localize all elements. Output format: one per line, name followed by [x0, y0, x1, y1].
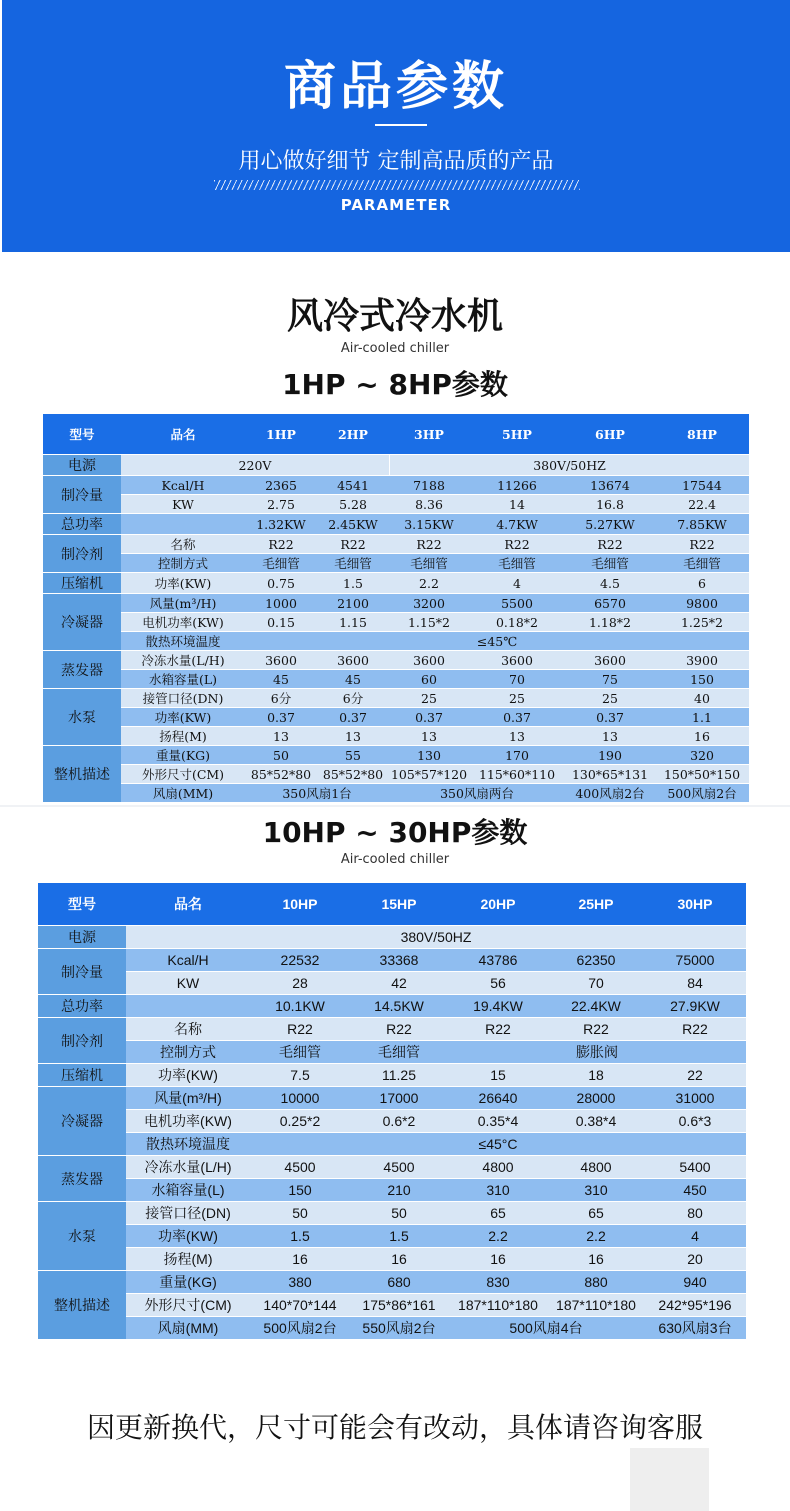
table-header-row: [38, 883, 746, 925]
table-row: [38, 1248, 746, 1270]
table-cell: 242*95*196: [644, 1294, 746, 1316]
table-cell: 85*52*80: [245, 765, 317, 783]
table-cell: 4800: [548, 1156, 644, 1178]
item-label: 控制方式: [126, 1041, 250, 1063]
table-cell: 210: [350, 1179, 448, 1201]
header-cell: 25HP: [548, 883, 644, 925]
header-cell: 8HP: [655, 414, 749, 454]
table-cell: 0.37: [565, 708, 655, 726]
table-cell: 27.9KW: [644, 995, 746, 1017]
section1-title: 风冷式冷水机: [286, 296, 503, 337]
table-cell: 940: [644, 1271, 746, 1293]
table-row: [38, 1133, 746, 1155]
spec-table-10hp-30hp: [38, 882, 746, 1340]
table-cell: 22532: [250, 949, 350, 971]
table-cell: 75: [565, 670, 655, 688]
header-cell: 1HP: [245, 414, 317, 454]
group-label: 压缩机: [43, 573, 121, 593]
table-cell: 25: [469, 689, 565, 707]
table-header-row: [43, 414, 749, 454]
table-row: [38, 1294, 746, 1316]
table-cell: 0.6*2: [350, 1110, 448, 1132]
section1-subtitle-en: Air-cooled chiller: [340, 341, 450, 356]
item-label: 外形尺寸(CM): [121, 765, 245, 783]
table-cell: 5500: [469, 594, 565, 612]
item-label: 散热环境温度: [126, 1133, 250, 1155]
table-cell: 55: [317, 746, 389, 764]
table-cell: 150: [655, 670, 749, 688]
header-cell: 品名: [126, 883, 250, 925]
table-cell: 0.75: [245, 573, 317, 593]
table-cell: 4.5: [565, 573, 655, 593]
table-cell: 毛细管: [565, 554, 655, 572]
item-label: 冷冻水量(L/H): [126, 1156, 250, 1178]
table-cell: 13: [565, 727, 655, 745]
table-cell: 130*65*131: [565, 765, 655, 783]
table-cell: 3.15KW: [389, 514, 469, 534]
table-cell: 220V: [121, 455, 389, 475]
item-label: Kcal/H: [126, 949, 250, 971]
table-row: [43, 476, 749, 494]
item-label: 风扇(MM): [126, 1317, 250, 1339]
group-label: 电源: [38, 926, 126, 948]
item-label: 风扇(MM): [121, 784, 245, 802]
group-label: 蒸发器: [43, 651, 121, 688]
table-cell: 880: [548, 1271, 644, 1293]
table-cell: 25: [389, 689, 469, 707]
table-cell: R22: [548, 1018, 644, 1040]
table-cell: 75000: [644, 949, 746, 971]
table-cell: 毛细管: [250, 1041, 350, 1063]
table-row: [43, 727, 749, 745]
section-divider: [0, 805, 790, 807]
table-cell: 0.37: [469, 708, 565, 726]
table-row: [43, 651, 749, 669]
table-cell: 22: [644, 1064, 746, 1086]
table-cell: 3600: [245, 651, 317, 669]
item-label: 名称: [126, 1018, 250, 1040]
table-cell: 14.5KW: [350, 995, 448, 1017]
table-cell: 0.37: [317, 708, 389, 726]
table-cell: 0.18*2: [469, 613, 565, 631]
table-cell: 1.5: [250, 1225, 350, 1247]
table-cell: 16: [350, 1248, 448, 1270]
table-cell: 4800: [448, 1156, 548, 1178]
table-cell: 1.18*2: [565, 613, 655, 631]
item-label: 功率(KW): [121, 708, 245, 726]
table-row: [43, 689, 749, 707]
table-cell: 16: [548, 1248, 644, 1270]
group-label: 水泵: [43, 689, 121, 745]
table-cell: 0.38*4: [548, 1110, 644, 1132]
section2-subtitle-en: Air-cooled chiller: [340, 852, 450, 867]
table-cell: 15: [448, 1064, 548, 1086]
table-cell: 175*86*161: [350, 1294, 448, 1316]
table-cell: 450: [644, 1179, 746, 1201]
section1-range-title: 1HP ~ 8HP参数: [282, 368, 508, 401]
item-label: 电机功率(KW): [121, 613, 245, 631]
table-cell: 25: [565, 689, 655, 707]
item-label: 接管口径(DN): [126, 1202, 250, 1224]
item-label: 外形尺寸(CM): [126, 1294, 250, 1316]
gray-placeholder-box: [630, 1448, 709, 1511]
table-cell: ≤45°C: [250, 1133, 746, 1155]
table-cell: R22: [250, 1018, 350, 1040]
table-cell: 65: [548, 1202, 644, 1224]
header-cell: 5HP: [469, 414, 565, 454]
table-cell: 65: [448, 1202, 548, 1224]
table-row: [43, 784, 749, 802]
table-cell: 16.8: [565, 495, 655, 513]
table-cell: 28000: [548, 1087, 644, 1109]
table-cell: 380: [250, 1271, 350, 1293]
item-label: 扬程(M): [126, 1248, 250, 1270]
table-cell: 毛细管: [655, 554, 749, 572]
spec-table-1hp-8hp: [43, 413, 749, 803]
group-label: 整机描述: [43, 746, 121, 802]
item-label: KW: [121, 495, 245, 513]
item-label: 冷冻水量(L/H): [121, 651, 245, 669]
item-label: 风量(m³/H): [126, 1087, 250, 1109]
table-cell: 150*50*150: [655, 765, 749, 783]
table-cell: 3600: [389, 651, 469, 669]
group-label: 电源: [43, 455, 121, 475]
table-row: [43, 765, 749, 783]
table-row: [43, 535, 749, 553]
table-cell: 187*110*180: [548, 1294, 644, 1316]
table-cell: 45: [245, 670, 317, 688]
header-cell: 15HP: [350, 883, 448, 925]
table-cell: 1.5: [317, 573, 389, 593]
table-cell: 380V/50HZ: [389, 455, 749, 475]
table-row: [38, 972, 746, 994]
table-row: [38, 1271, 746, 1293]
table-cell: 1000: [245, 594, 317, 612]
table-cell: 1.15: [317, 613, 389, 631]
table-cell: 43786: [448, 949, 548, 971]
item-label: 功率(KW): [121, 573, 245, 593]
item-label: KW: [126, 972, 250, 994]
table-cell: 2.45KW: [317, 514, 389, 534]
table-cell: 22.4KW: [548, 995, 644, 1017]
table-cell: 3900: [655, 651, 749, 669]
table-cell: 毛细管: [245, 554, 317, 572]
item-label: 接管口径(DN): [121, 689, 245, 707]
table-cell: 6分: [245, 689, 317, 707]
table-cell: 115*60*110: [469, 765, 565, 783]
table-cell: 380V/50HZ: [126, 926, 746, 948]
header-cell: 20HP: [448, 883, 548, 925]
table-cell: 3600: [317, 651, 389, 669]
table-cell: 5.27KW: [565, 514, 655, 534]
banner-divider: [375, 124, 427, 126]
table-cell: 2.2: [389, 573, 469, 593]
group-label: 水泵: [38, 1202, 126, 1270]
table-cell: R22: [469, 535, 565, 553]
table-cell: 500风扇4台: [448, 1317, 644, 1339]
table-cell: 150: [250, 1179, 350, 1201]
table-cell: R22: [655, 535, 749, 553]
header-cell: 30HP: [644, 883, 746, 925]
table-cell: 2.2: [548, 1225, 644, 1247]
table-cell: R22: [565, 535, 655, 553]
table-row: [43, 514, 749, 534]
table-cell: 4: [469, 573, 565, 593]
table-row: [38, 1110, 746, 1132]
table-cell: 140*70*144: [250, 1294, 350, 1316]
table-cell: 26640: [448, 1087, 548, 1109]
group-label: 冷凝器: [38, 1087, 126, 1155]
item-label: [126, 995, 250, 1017]
table-cell: 2365: [245, 476, 317, 494]
item-label: 风量(m³/H): [121, 594, 245, 612]
table-cell: 170: [469, 746, 565, 764]
table-cell: R22: [448, 1018, 548, 1040]
header-cell: 6HP: [565, 414, 655, 454]
table-cell: 40: [655, 689, 749, 707]
table-cell: 1.5: [350, 1225, 448, 1247]
table-cell: 0.15: [245, 613, 317, 631]
group-label: 制冷量: [38, 949, 126, 994]
item-label: 重量(KG): [126, 1271, 250, 1293]
section2-range-title: 10HP ~ 30HP参数: [262, 816, 528, 849]
group-label: 冷凝器: [43, 594, 121, 650]
header-cell: 型号: [38, 883, 126, 925]
table-cell: 13: [245, 727, 317, 745]
group-label: 总功率: [43, 514, 121, 534]
table-row: [43, 746, 749, 764]
table-cell: 毛细管: [469, 554, 565, 572]
table-cell: 16: [655, 727, 749, 745]
table-cell: 42: [350, 972, 448, 994]
table-cell: 22.4: [655, 495, 749, 513]
table-row: [43, 708, 749, 726]
group-label: 整机描述: [38, 1271, 126, 1339]
table-cell: R22: [245, 535, 317, 553]
item-label: 功率(KW): [126, 1064, 250, 1086]
table-cell: 18: [548, 1064, 644, 1086]
table-cell: 130: [389, 746, 469, 764]
table-cell: 10.1KW: [250, 995, 350, 1017]
table-cell: 400风扇2台: [565, 784, 655, 802]
group-label: 压缩机: [38, 1064, 126, 1086]
item-label: 散热环境温度: [121, 632, 245, 650]
table-row: [38, 1156, 746, 1178]
header-cell: 品名: [121, 414, 245, 454]
item-label: 重量(KG): [121, 746, 245, 764]
table-cell: 45: [317, 670, 389, 688]
group-label: 蒸发器: [38, 1156, 126, 1201]
table-cell: 630风扇3台: [644, 1317, 746, 1339]
table-cell: 毛细管: [389, 554, 469, 572]
group-label: 总功率: [38, 995, 126, 1017]
table-row: [38, 995, 746, 1017]
table-row: [43, 495, 749, 513]
table-cell: 3600: [565, 651, 655, 669]
banner-hatch-decoration: [214, 180, 580, 190]
table-cell: 4500: [350, 1156, 448, 1178]
table-cell: 2100: [317, 594, 389, 612]
item-label: 控制方式: [121, 554, 245, 572]
table-cell: R22: [317, 535, 389, 553]
table-cell: 500风扇2台: [655, 784, 749, 802]
table-cell: 33368: [350, 949, 448, 971]
table-cell: 13: [317, 727, 389, 745]
table-cell: 84: [644, 972, 746, 994]
table-cell: 2.75: [245, 495, 317, 513]
item-label: 水箱容量(L): [121, 670, 245, 688]
table-cell: 3200: [389, 594, 469, 612]
table-cell: 7.85KW: [655, 514, 749, 534]
table-row: [38, 926, 746, 948]
table-cell: 13: [389, 727, 469, 745]
table-cell: 2.2: [448, 1225, 548, 1247]
banner-subtitle: 用心做好细节 定制高品质的产品: [238, 149, 554, 174]
table-cell: 13: [469, 727, 565, 745]
table-cell: 50: [350, 1202, 448, 1224]
table-row: [38, 1064, 746, 1086]
table-cell: 350风扇1台: [245, 784, 389, 802]
table-cell: 3600: [469, 651, 565, 669]
table-cell: 320: [655, 746, 749, 764]
table-cell: 70: [548, 972, 644, 994]
table-row: [38, 1179, 746, 1201]
table-cell: 17544: [655, 476, 749, 494]
table-cell: R22: [644, 1018, 746, 1040]
table-cell: 550风扇2台: [350, 1317, 448, 1339]
banner-english-label: PARAMETER: [340, 196, 452, 214]
table-cell: 毛细管: [350, 1041, 448, 1063]
table-cell: 4: [644, 1225, 746, 1247]
item-label: [121, 514, 245, 534]
table-cell: 5.28: [317, 495, 389, 513]
header-cell: 2HP: [317, 414, 389, 454]
header-cell: 3HP: [389, 414, 469, 454]
table-cell: 0.35*4: [448, 1110, 548, 1132]
table-cell: 毛细管: [317, 554, 389, 572]
table-row: [43, 670, 749, 688]
table-cell: 1.25*2: [655, 613, 749, 631]
item-label: 功率(KW): [126, 1225, 250, 1247]
table-cell: R22: [389, 535, 469, 553]
table-cell: 85*52*80: [317, 765, 389, 783]
table-cell: 17000: [350, 1087, 448, 1109]
header-cell: 10HP: [250, 883, 350, 925]
table-cell: 8.36: [389, 495, 469, 513]
table-cell: 5400: [644, 1156, 746, 1178]
table-row: [38, 1041, 746, 1063]
table-cell: 190: [565, 746, 655, 764]
item-label: 扬程(M): [121, 727, 245, 745]
table-cell: 20: [644, 1248, 746, 1270]
table-cell: 56: [448, 972, 548, 994]
table-row: [43, 554, 749, 572]
table-cell: 830: [448, 1271, 548, 1293]
header-cell: 型号: [43, 414, 121, 454]
table-cell: 1.15*2: [389, 613, 469, 631]
table-cell: 680: [350, 1271, 448, 1293]
table-cell: 13674: [565, 476, 655, 494]
item-label: Kcal/H: [121, 476, 245, 494]
table-cell: 500风扇2台: [250, 1317, 350, 1339]
table-cell: 105*57*120: [390, 766, 468, 782]
table-cell: 9800: [655, 594, 749, 612]
table-cell: 膨胀阀: [448, 1041, 746, 1063]
table-cell: 11266: [469, 476, 565, 494]
table-cell: 4541: [317, 476, 389, 494]
table-cell: 10000: [250, 1087, 350, 1109]
table-cell: 16: [448, 1248, 548, 1270]
table-cell: 70: [469, 670, 565, 688]
table-cell: 28: [250, 972, 350, 994]
table-cell: 80: [644, 1202, 746, 1224]
table-cell: 6: [655, 573, 749, 593]
table-cell: R22: [350, 1018, 448, 1040]
table-cell: 16: [250, 1248, 350, 1270]
table-cell: 6570: [565, 594, 655, 612]
table-row: [43, 613, 749, 631]
table-cell: 62350: [548, 949, 644, 971]
table-row: [38, 1018, 746, 1040]
table-cell: 60: [389, 670, 469, 688]
group-label: 制冷量: [43, 476, 121, 513]
table-cell: 31000: [644, 1087, 746, 1109]
table-row: [38, 949, 746, 971]
table-cell: 4500: [250, 1156, 350, 1178]
footer-notice: 因更新换代，尺寸可能会有改动，具体请咨询客服: [86, 1411, 703, 1444]
table-cell: 1.32KW: [245, 514, 317, 534]
table-cell: 0.6*3: [644, 1110, 746, 1132]
table-row: [43, 594, 749, 612]
table-cell: 50: [245, 746, 317, 764]
table-cell: 350风扇两台: [389, 784, 565, 802]
table-cell: 7.5: [250, 1064, 350, 1086]
table-cell: 310: [448, 1179, 548, 1201]
item-label: 名称: [121, 535, 245, 553]
table-cell: 310: [548, 1179, 644, 1201]
table-cell: 7188: [389, 476, 469, 494]
table-row: [38, 1087, 746, 1109]
table-cell: 19.4KW: [448, 995, 548, 1017]
table-row: [38, 1202, 746, 1224]
table-cell: 187*110*180: [448, 1294, 548, 1316]
item-label: 水箱容量(L): [126, 1179, 250, 1201]
group-label: 制冷剂: [38, 1018, 126, 1063]
table-row: [43, 455, 749, 475]
table-row: [38, 1317, 746, 1339]
item-label: 电机功率(KW): [126, 1110, 250, 1132]
banner-title: 商品参数: [283, 57, 508, 117]
table-cell: 0.37: [245, 708, 317, 726]
table-cell: 0.25*2: [250, 1110, 350, 1132]
table-cell: 50: [250, 1202, 350, 1224]
table-cell: 11.25: [350, 1064, 448, 1086]
table-cell: 4.7KW: [469, 514, 565, 534]
table-cell: 14: [469, 495, 565, 513]
table-row: [43, 573, 749, 593]
table-cell: ≤45℃: [245, 632, 749, 650]
table-cell: 6分: [317, 689, 389, 707]
group-label: 制冷剂: [43, 535, 121, 572]
table-cell: 0.37: [389, 708, 469, 726]
table-row: [43, 632, 749, 650]
table-cell: 1.1: [655, 708, 749, 726]
table-row: [38, 1225, 746, 1247]
header-banner: [2, 0, 790, 252]
